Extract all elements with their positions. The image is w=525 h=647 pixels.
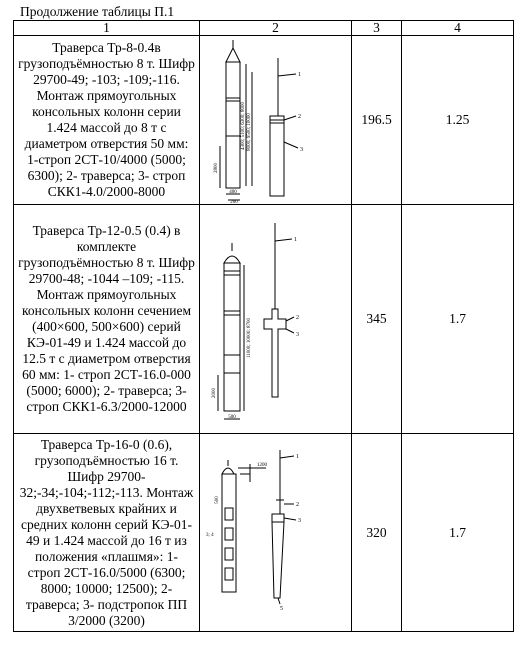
callout-2: 2	[298, 114, 301, 120]
callout-1: 1	[294, 237, 297, 243]
header-col-4: 4	[402, 21, 514, 36]
traverse-drawing-3	[200, 434, 352, 631]
row-mass: 320	[352, 434, 402, 632]
callout-2: 2	[296, 502, 299, 508]
row-description: Траверса Тр-12-0.5 (0.4) в комплекте грузоподъёмностью 8 т. Шифр 29700-48; -1044 –109; -115. Монтаж прямоугольных консольных колонн сечением (400×600, 500×600) серий КЭ-01-49 и 1.424 массой до 12.5 т с диаметром отверстия 60 мм: 1- строп 2СТ-16.0-000 (5000; 6000); 2- траверса; 3- строп СКК1-6.3/2000-12000	[14, 205, 200, 434]
row-mass: 345	[352, 205, 402, 434]
table-caption: Продолжение таблицы П.1	[20, 4, 175, 19]
data-table	[13, 20, 514, 632]
table-row	[14, 36, 514, 205]
row-height: 1.25	[402, 36, 514, 205]
traverse-drawing-1	[200, 36, 352, 204]
header-col-2: 2	[200, 21, 352, 36]
dim-vertical: 4300; 5100; 6300; 8000	[241, 102, 246, 150]
callout-3: 3	[296, 332, 299, 338]
table-row	[14, 205, 514, 434]
header-row	[14, 21, 514, 36]
row-height: 1.7	[402, 205, 514, 434]
row-height: 1.7	[402, 434, 514, 632]
dim-vertical: 11000; 10000; 8700	[247, 317, 252, 359]
dim-vertical-2: 8000; 9500; 10000	[247, 113, 252, 151]
header-col-1: 1	[14, 21, 200, 36]
dim-width: 500	[228, 415, 236, 420]
dim-top: 1200	[257, 463, 267, 468]
table-row	[14, 434, 514, 632]
dim-base-height: 2000	[212, 388, 217, 398]
callout-2: 2	[296, 315, 299, 321]
row-mass: 196.5	[352, 36, 402, 205]
dim-width-2: 200	[230, 200, 238, 204]
header-col-3: 3	[352, 21, 402, 36]
row-description: Траверса Тр-8-0.4в грузоподъёмностью 8 т. Шифр 29700-49; -103; -109;-116. Монтаж прямоугольных консольных колонн серии 1.424 массой до 8 т с диаметром отверстия 50 мм: 1-строп 2СТ-10/4000 (5000; 6300); 2- траверса; 3- строп СКК1-4.0/2000-8000	[14, 36, 200, 205]
row-description: Траверса Тр-16-0 (0.6), грузоподъёмностью 16 т. Шифр 29700-32;-34;-104;-112;-113. Монтаж двухветвевых крайних и средних колонн серий КЭ-01-49 и 1.424 массой до 16 т из положения «плашмя»: 1- строп 2СТ-16.0/5000 (6300; 8000; 10000; 12500); 2- траверса; 3- подстропок ПП 3/2000 (3200)	[14, 434, 200, 632]
side-label: 3; 4	[206, 533, 214, 538]
callout-5: 5	[280, 606, 283, 612]
traverse-drawing-2	[200, 205, 352, 433]
callout-1: 1	[298, 72, 301, 78]
row-figure	[200, 36, 352, 205]
dim-side: 500	[215, 496, 220, 504]
dim-base-height: 2800	[214, 163, 219, 173]
row-figure	[200, 434, 352, 632]
dim-width: 400	[229, 190, 237, 195]
callout-3: 3	[300, 147, 303, 153]
row-figure	[200, 205, 352, 434]
callout-3: 3	[298, 518, 301, 524]
callout-1: 1	[296, 454, 299, 460]
